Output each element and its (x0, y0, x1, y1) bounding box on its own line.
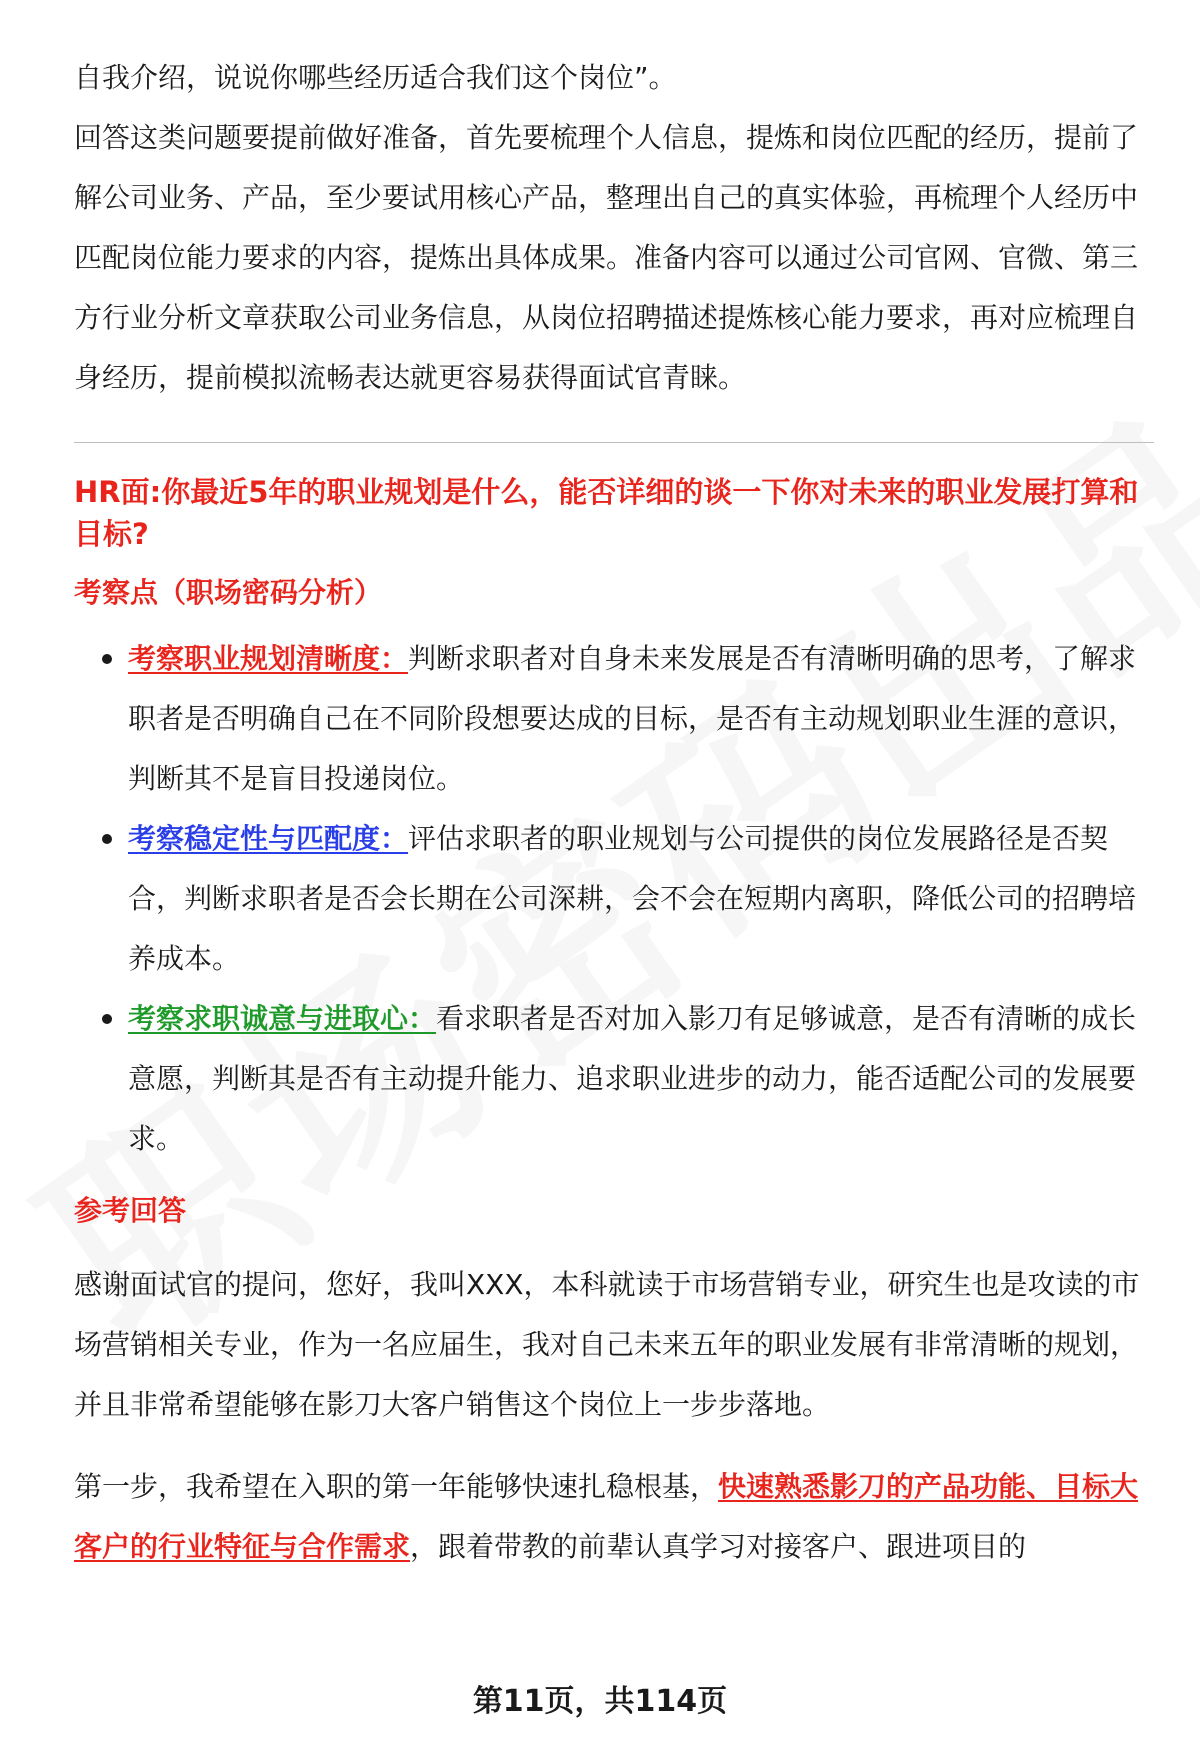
intro-paragraph: 回答这类问题要提前做好准备，首先要梳理个人信息，提炼和岗位匹配的经历，提前了解公司业务、产品，至少要试用核心产品，整理出自己的真实体验，再梳理个人经历中匹配岗位能力要求的内容，提炼出具体成果。准备内容可以通过公司官网、官微、第三方行业分析文章获取公司业务信息，从岗位招聘描述提炼核心能力要求，再对应梳理自身经历，提前模拟流畅表达就更容易获得面试官青睐。 (74, 121, 1139, 394)
answer-text: ，跟着带教的前辈认真学习对接客户、跟进项目的 (410, 1530, 1027, 1563)
answer-emphasis: 快速熟悉影刀的产品功能、目标大客户的行业特征与合作需求 (74, 1470, 1139, 1563)
answer-paragraph: 感谢面试官的提问，您好，我叫XXX，本科就读于市场营销专业，研究生也是攻读的市场营销相关专业，作为一名应届生，我对自己未来五年的职业发展有非常清晰的规划，并且非常希望能够在影刀大客户销售这个岗位上一步步落地。 (74, 1268, 1140, 1421)
question-heading: HR面:你最近5年的职业规划是什么，能否详细的谈一下你对未来的职业发展打算和目标? (74, 475, 1139, 551)
analysis-list (74, 629, 1154, 1169)
answer-text: 第一步，我希望在入职的第一年能够快速扎稳根基， (74, 1470, 719, 1503)
answer-paragraph-step1 (74, 1457, 1154, 1577)
section-divider (74, 442, 1154, 443)
bullet-icon (102, 834, 112, 844)
answer-title: 参考回答 (74, 1194, 187, 1227)
analysis-item (74, 989, 1154, 1169)
analysis-item (74, 629, 1154, 809)
analysis-item (74, 809, 1154, 989)
intro-line: 自我介绍，说说你哪些经历适合我们这个岗位”。 (74, 61, 677, 94)
analysis-text: 评估求职者的职业规划与公司提供的岗位发展路径是否契合，判断求职者是否会长期在公司深耕，会不会在短期内离职，降低公司的招聘培养成本。 (128, 822, 1137, 975)
analysis-keyword: 考察稳定性与匹配度： (128, 822, 409, 855)
analysis-text: 判断求职者对自身未来发展是否有清晰明确的思考，了解求职者是否明确自己在不同阶段想要达成的目标，是否有主动规划职业生涯的意识，判断其不是盲目投递岗位。 (128, 642, 1137, 795)
page-number: 第11页，共114页 (472, 1684, 728, 1719)
analysis-text: 看求职者是否对加入影刀有足够诚意，是否有清晰的成长意愿，判断其是否有主动提升能力、追求职业进步的动力，能否适配公司的发展要求。 (128, 1002, 1137, 1155)
analysis-title: 考察点（职场密码分析） (74, 576, 383, 609)
analysis-keyword: 考察职业规划清晰度： (128, 642, 409, 675)
bullet-icon (102, 1014, 112, 1024)
analysis-keyword: 考察求职诚意与进取心： (128, 1002, 437, 1035)
page-content (74, 48, 1154, 1577)
bullet-icon (102, 654, 112, 664)
